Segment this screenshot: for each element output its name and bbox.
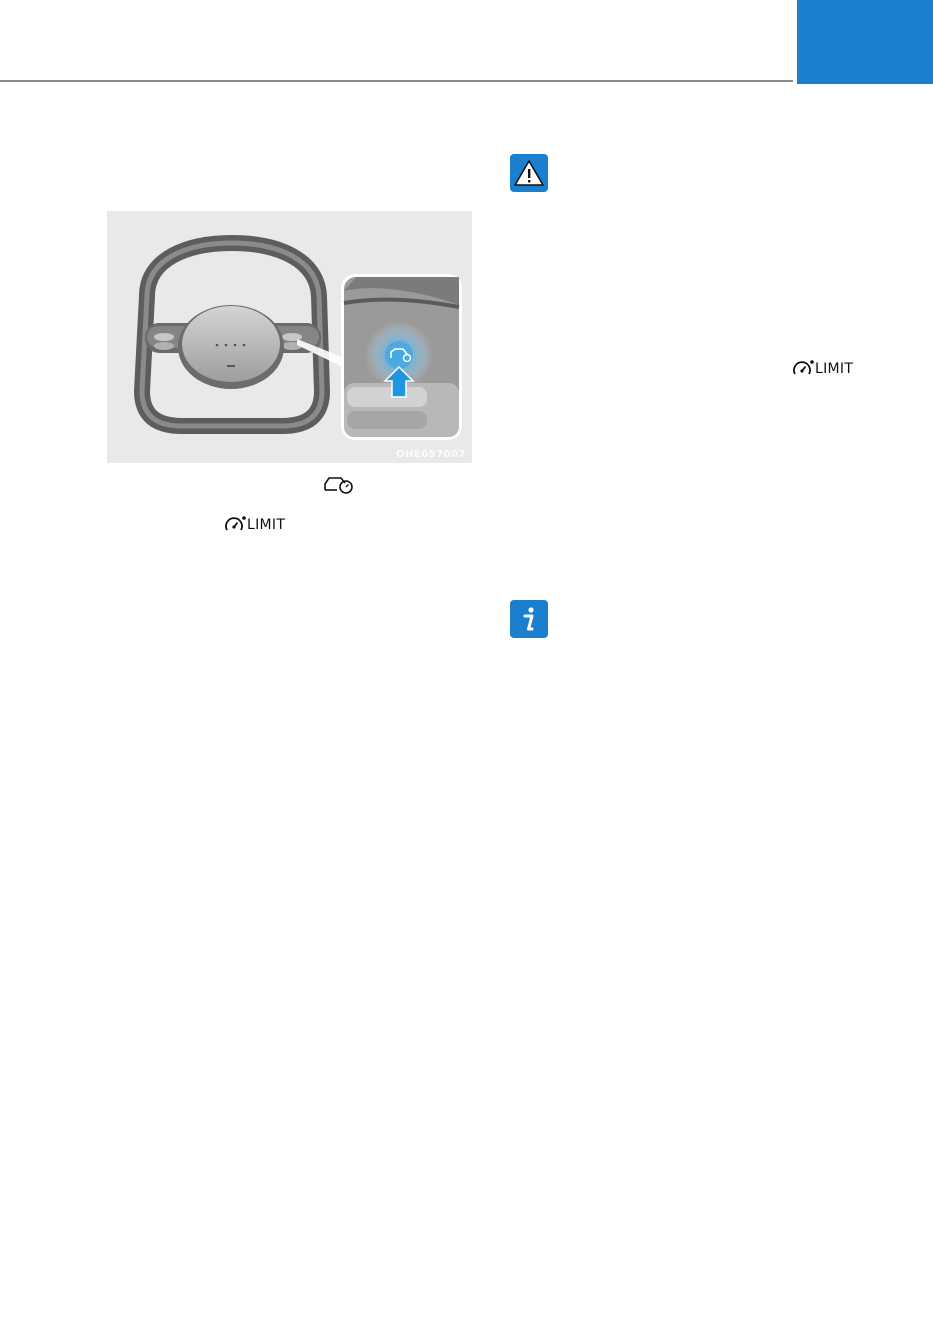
left-switch-lower [154, 342, 174, 350]
speed-limit-label: LIMIT [815, 361, 854, 377]
figure-code: OHE057007 [396, 449, 466, 460]
warning-triangle-icon [510, 154, 548, 192]
chapter-tab [797, 0, 933, 84]
steering-wheel-hub [178, 305, 284, 389]
zoom-inset [341, 274, 462, 440]
speed-limit-label: LIMIT [247, 517, 286, 533]
steering-wheel-illustration [107, 211, 472, 463]
speed-limit-icon [792, 359, 853, 379]
left-switch-upper [154, 333, 174, 341]
info-icon [510, 600, 548, 638]
header-rule [0, 80, 793, 82]
speed-limit-icon [224, 515, 285, 535]
car-speedometer-icon [323, 474, 355, 494]
right-switch-upper [282, 333, 302, 341]
steering-wheel-figure [107, 211, 472, 463]
